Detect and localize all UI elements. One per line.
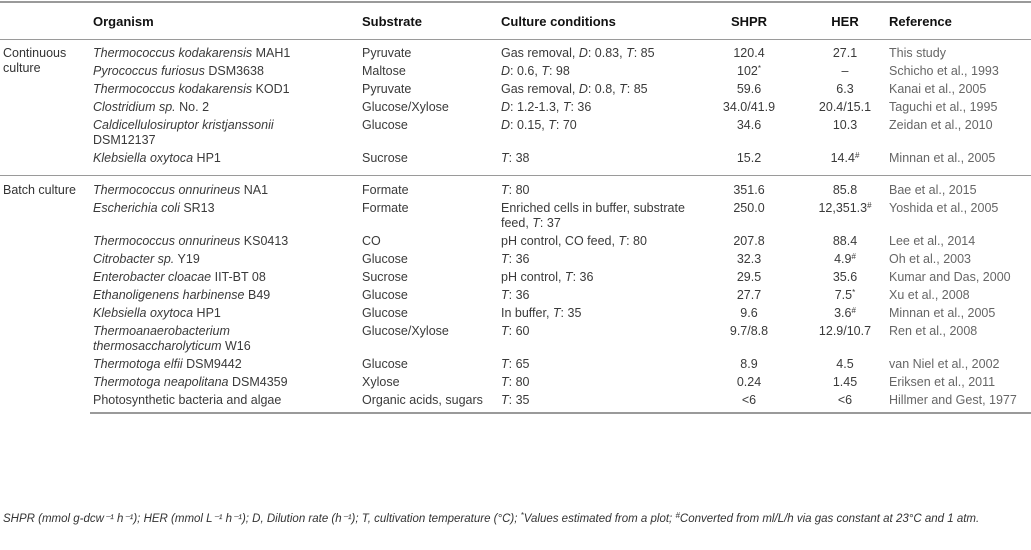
cond-value: D: 0.6, T: 98: [501, 64, 570, 78]
substrate-cell: [359, 250, 498, 268]
organism-genus: Pyrococcus furiosus: [93, 64, 205, 78]
her-cell: [804, 373, 886, 391]
substrate-value: Formate: [362, 183, 409, 197]
organism-genus: Thermococcus onnurineus: [93, 234, 241, 248]
organism-genus: Ethanoligenens harbinense: [93, 288, 245, 302]
organism-cell: [90, 149, 359, 176]
conditions-cell: [498, 62, 694, 80]
cond-value: Enriched cells in buffer, substrate feed, T: 37: [501, 201, 685, 230]
her-value: 85.8: [832, 183, 858, 197]
substrate-cell: [359, 62, 498, 80]
organism-cell: [90, 199, 359, 232]
cond-value: T: 60: [501, 324, 530, 338]
organism-strain: HP1: [193, 151, 221, 165]
table-row: [0, 232, 1031, 250]
her-cell: [804, 268, 886, 286]
organism-cell: [90, 116, 359, 149]
conditions-cell: [498, 322, 694, 355]
organism-cell: [90, 40, 359, 63]
ref-value: Minnan et al., 2005: [889, 151, 996, 165]
ref-value: Bae et al., 2015: [889, 183, 977, 197]
ref-value: Xu et al., 2008: [889, 288, 970, 302]
conditions-cell: [498, 286, 694, 304]
substrate-cell: [359, 199, 498, 232]
substrate-value: Organic acids, sugars: [362, 393, 483, 407]
substrate-value: Glucose/Xylose: [362, 100, 449, 114]
her-value: 27.1: [832, 46, 858, 60]
shpr-value: 9.6: [740, 306, 758, 320]
table-footnote: SHPR (mmol g-dcw⁻¹ h⁻¹); HER (mmol L⁻¹ h⁻¹); D, Dilution rate (h⁻¹); T, cultivation temperature (°C); *Values estimated from a plot; #Converted from ml/L/h via gas constant at 23°C and 1 atm.: [3, 511, 980, 525]
shpr-value: 102*: [737, 64, 761, 78]
organism-cell: [90, 232, 359, 250]
ref-value: Kumar and Das, 2000: [889, 270, 1011, 284]
table-row: [0, 304, 1031, 322]
her-cell: [804, 62, 886, 80]
substrate-cell: [359, 149, 498, 176]
organism-strain: DSM3638: [204, 64, 264, 78]
group-label: Continuous culture: [3, 46, 67, 75]
cond-value: Gas removal, D: 0.8, T: 85: [501, 82, 648, 96]
organism-cell: [90, 176, 359, 200]
substrate-value: Glucose: [362, 288, 408, 302]
her-cell: [804, 176, 886, 200]
substrate-cell: [359, 232, 498, 250]
table-row: [0, 176, 1031, 200]
shpr-value: 32.3: [736, 252, 762, 266]
organism-cell: [90, 268, 359, 286]
ref-value: Schicho et al., 1993: [889, 64, 999, 78]
substrate-cell: [359, 286, 498, 304]
her-value: 7.5*: [834, 288, 856, 302]
cond-value: T: 80: [501, 183, 530, 197]
her-value: 14.4#: [830, 151, 860, 165]
organism-strain: KS0413: [240, 234, 289, 248]
shpr-cell: [694, 176, 804, 200]
shpr-cell: [694, 199, 804, 232]
organism-cell: [90, 250, 359, 268]
her-value: 6.3: [836, 82, 854, 96]
substrate-cell: [359, 40, 498, 63]
conditions-cell: [498, 199, 694, 232]
organism-genus: Enterobacter cloacae: [93, 270, 212, 284]
shpr-cell: [694, 149, 804, 176]
conditions-cell: [498, 250, 694, 268]
her-cell: [804, 304, 886, 322]
organism-strain: Y19: [174, 252, 200, 266]
cond-value: T: 38: [501, 151, 530, 165]
substrate-value: Sucrose: [362, 151, 408, 165]
organism-genus: Escherichia coli: [93, 201, 180, 215]
her-cell: [804, 98, 886, 116]
cond-value: D: 1.2-1.3, T: 36: [501, 100, 592, 114]
reference-cell: [886, 355, 1031, 373]
organism-strain: DSM12137: [93, 133, 156, 147]
her-cell: [804, 40, 886, 63]
substrate-cell: [359, 391, 498, 413]
ref-value: Kanai et al., 2005: [889, 82, 987, 96]
ref-value: Oh et al., 2003: [889, 252, 972, 266]
conditions-cell: [498, 116, 694, 149]
shpr-value: 15.2: [736, 151, 762, 165]
organism-strain: SR13: [179, 201, 215, 215]
reference-cell: [886, 250, 1031, 268]
her-cell: [804, 80, 886, 98]
shpr-value: 0.24: [736, 375, 762, 389]
her-value: –: [841, 64, 849, 78]
her-value: 3.6#: [834, 306, 856, 320]
reference-cell: [886, 199, 1031, 232]
ref-value: Taguchi et al., 1995: [889, 100, 998, 114]
cond-value: T: 80: [501, 375, 530, 389]
substrate-cell: [359, 80, 498, 98]
conditions-cell: [498, 232, 694, 250]
organism-genus: Klebsiella oxytoca: [93, 151, 194, 165]
substrate-value: Pyruvate: [362, 82, 412, 96]
conditions-cell: [498, 98, 694, 116]
her-cell: [804, 322, 886, 355]
ref-value: Lee et al., 2014: [889, 234, 976, 248]
reference-cell: [886, 322, 1031, 355]
table-row: [0, 322, 1031, 355]
organism-strain: HP1: [193, 306, 221, 320]
shpr-cell: [694, 355, 804, 373]
shpr-value: 34.6: [736, 118, 762, 132]
shpr-cell: [694, 116, 804, 149]
organism-strain: No. 2: [175, 100, 210, 114]
batch-culture-group: [0, 176, 1031, 414]
substrate-cell: [359, 355, 498, 373]
organism-genus: Thermococcus onnurineus: [93, 183, 241, 197]
substrate-value: Pyruvate: [362, 46, 412, 60]
substrate-value: Glucose: [362, 306, 408, 320]
cond-value: In buffer, T: 35: [501, 306, 582, 320]
cond-value: Gas removal, D: 0.83, T: 85: [501, 46, 655, 60]
organism-strain: IIT-BT 08: [211, 270, 266, 284]
substrate-cell: [359, 373, 498, 391]
organism-strain: W16: [221, 339, 251, 353]
cond-value: D: 0.15, T: 70: [501, 118, 577, 132]
reference-cell: [886, 62, 1031, 80]
organism-cell: [90, 98, 359, 116]
reference-cell: [886, 373, 1031, 391]
shpr-cell: [694, 62, 804, 80]
her-value: 1.45: [832, 375, 858, 389]
table-row: [0, 268, 1031, 286]
organism-cell: [90, 322, 359, 355]
table-row: [0, 62, 1031, 80]
organism-genus: Thermoanaerobacterium thermosaccharolyticum: [93, 324, 230, 353]
conditions-cell: [498, 355, 694, 373]
substrate-value: Glucose: [362, 252, 408, 266]
shpr-value: 8.9: [740, 357, 758, 371]
hydrogen-production-table: [0, 1, 1031, 414]
organism-genus: Thermococcus kodakarensis: [93, 82, 253, 96]
organism-strain: DSM9442: [182, 357, 242, 371]
shpr-cell: [694, 250, 804, 268]
ref-value: Yoshida et al., 2005: [889, 201, 999, 215]
organism-strain: B49: [244, 288, 271, 302]
organism-genus: Thermococcus kodakarensis: [93, 46, 253, 60]
header-substrate: Substrate: [359, 2, 498, 40]
her-value: 4.9#: [834, 252, 856, 266]
table-row: [0, 250, 1031, 268]
her-cell: [804, 286, 886, 304]
header-her: HER: [804, 2, 886, 40]
reference-cell: [886, 391, 1031, 413]
organism-cell: [90, 80, 359, 98]
her-value: 10.3: [832, 118, 858, 132]
conditions-cell: [498, 40, 694, 63]
group-header: [0, 2, 90, 40]
her-value: 20.4/15.1: [818, 100, 872, 114]
her-cell: [804, 149, 886, 176]
table-row: [0, 286, 1031, 304]
table-row: [0, 391, 1031, 413]
shpr-value: <6: [741, 393, 757, 407]
reference-cell: [886, 149, 1031, 176]
substrate-cell: [359, 98, 498, 116]
substrate-value: Formate: [362, 201, 409, 215]
shpr-value: 351.6: [733, 183, 765, 197]
reference-cell: [886, 286, 1031, 304]
shpr-value: 9.7/8.8: [729, 324, 769, 338]
cond-value: T: 65: [501, 357, 530, 371]
shpr-cell: [694, 98, 804, 116]
shpr-cell: [694, 268, 804, 286]
reference-cell: [886, 116, 1031, 149]
table-row: [0, 116, 1031, 149]
organism-genus: Caldicellulosiruptor kristjanssonii: [93, 118, 274, 132]
shpr-cell: [694, 80, 804, 98]
shpr-cell: [694, 391, 804, 413]
shpr-value: 29.5: [736, 270, 762, 284]
organism-strain: Photosynthetic bacteria and algae: [93, 393, 282, 407]
organism-strain: MAH1: [252, 46, 291, 60]
shpr-value: 59.6: [736, 82, 762, 96]
her-cell: [804, 250, 886, 268]
organism-strain: KOD1: [252, 82, 290, 96]
shpr-cell: [694, 40, 804, 63]
cond-value: T: 35: [501, 393, 530, 407]
her-value: 4.5: [836, 357, 854, 371]
conditions-cell: [498, 176, 694, 200]
substrate-cell: [359, 176, 498, 200]
shpr-cell: [694, 373, 804, 391]
shpr-value: 34.0/41.9: [722, 100, 776, 114]
organism-cell: [90, 355, 359, 373]
group-label: Batch culture: [0, 176, 90, 414]
table-row: [0, 98, 1031, 116]
table-row: [0, 80, 1031, 98]
conditions-cell: [498, 268, 694, 286]
substrate-value: Xylose: [362, 375, 400, 389]
shpr-cell: [694, 304, 804, 322]
reference-cell: [886, 176, 1031, 200]
conditions-cell: [498, 391, 694, 413]
her-cell: [804, 116, 886, 149]
organism-genus: Citrobacter sp.: [93, 252, 175, 266]
her-value: 35.6: [832, 270, 858, 284]
organism-genus: Thermotoga elfii: [93, 357, 183, 371]
her-cell: [804, 355, 886, 373]
her-value: <6: [837, 393, 853, 407]
shpr-value: 27.7: [736, 288, 762, 302]
shpr-cell: [694, 232, 804, 250]
ref-value: van Niel et al., 2002: [889, 357, 1000, 371]
substrate-value: Glucose/Xylose: [362, 324, 449, 338]
shpr-value: 250.0: [733, 201, 765, 215]
organism-cell: [90, 304, 359, 322]
cond-value: pH control, T: 36: [501, 270, 594, 284]
ref-value: Minnan et al., 2005: [889, 306, 996, 320]
shpr-cell: [694, 286, 804, 304]
reference-cell: [886, 268, 1031, 286]
reference-cell: [886, 98, 1031, 116]
organism-genus: Clostridium sp.: [93, 100, 176, 114]
substrate-cell: [359, 304, 498, 322]
substrate-cell: [359, 322, 498, 355]
header-reference: Reference: [886, 2, 1031, 40]
her-cell: [804, 199, 886, 232]
header-shpr: SHPR: [694, 2, 804, 40]
table-row: [0, 40, 1031, 63]
conditions-cell: [498, 373, 694, 391]
conditions-cell: [498, 304, 694, 322]
substrate-cell: [359, 268, 498, 286]
organism-cell: [90, 286, 359, 304]
her-value: 12,351.3#: [818, 201, 872, 215]
reference-cell: [886, 80, 1031, 98]
reference-cell: [886, 304, 1031, 322]
shpr-cell: [694, 322, 804, 355]
header-row: [0, 2, 1031, 40]
table-row: [0, 149, 1031, 176]
substrate-value: Sucrose: [362, 270, 408, 284]
organism-genus: Thermotoga neapolitana: [93, 375, 229, 389]
conditions-cell: [498, 149, 694, 176]
ref-value: This study: [889, 46, 946, 60]
ref-value: Eriksen et al., 2011: [889, 375, 996, 389]
her-cell: [804, 391, 886, 413]
substrate-value: CO: [362, 234, 381, 248]
ref-value: Ren et al., 2008: [889, 324, 978, 338]
her-cell: [804, 232, 886, 250]
shpr-value: 120.4: [733, 46, 765, 60]
cond-value: T: 36: [501, 288, 530, 302]
organism-cell: [90, 391, 359, 413]
organism-cell: [90, 62, 359, 80]
substrate-value: Glucose: [362, 357, 408, 371]
continuous-culture-group: [0, 40, 1031, 176]
ref-value: Zeidan et al., 2010: [889, 118, 993, 132]
shpr-value: 207.8: [733, 234, 765, 248]
table-row: [0, 355, 1031, 373]
organism-cell: [90, 373, 359, 391]
header-conditions: Culture conditions: [498, 2, 694, 40]
her-value: 12.9/10.7: [818, 324, 872, 338]
substrate-value: Glucose: [362, 118, 408, 132]
organism-strain: NA1: [240, 183, 269, 197]
table-row: [0, 199, 1031, 232]
conditions-cell: [498, 80, 694, 98]
ref-value: Hillmer and Gest, 1977: [889, 393, 1017, 407]
substrate-value: Maltose: [362, 64, 406, 78]
her-value: 88.4: [832, 234, 858, 248]
organism-strain: DSM4359: [228, 375, 288, 389]
cond-value: T: 36: [501, 252, 530, 266]
header-organism: Organism: [90, 2, 359, 40]
reference-cell: [886, 40, 1031, 63]
substrate-cell: [359, 116, 498, 149]
cond-value: pH control, CO feed, T: 80: [501, 234, 647, 248]
reference-cell: [886, 232, 1031, 250]
table-row: [0, 373, 1031, 391]
organism-genus: Klebsiella oxytoca: [93, 306, 194, 320]
